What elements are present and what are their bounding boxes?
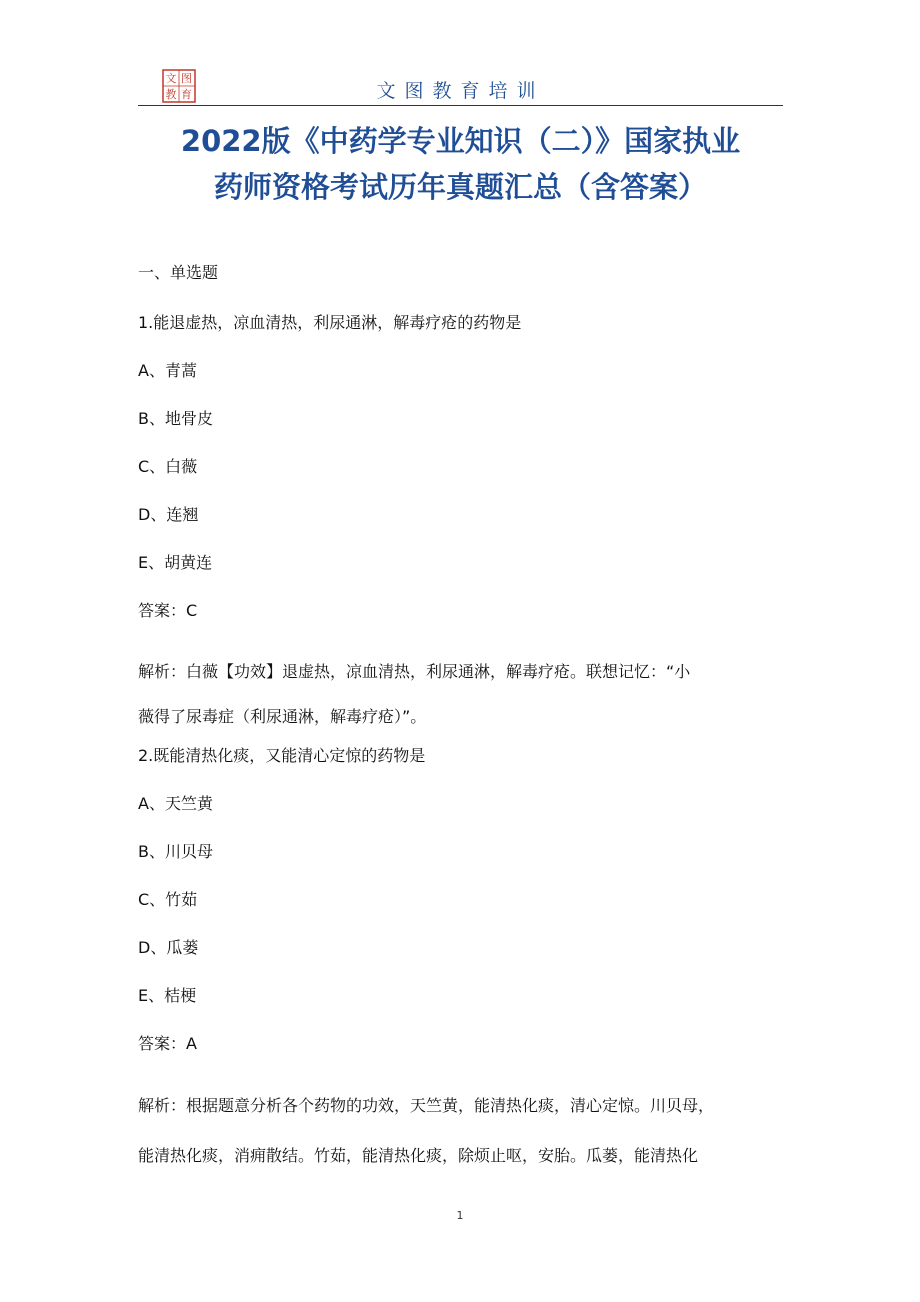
q1-answer: 答案：C [138, 601, 198, 620]
q2-explanation-line-1: 解析：根据题意分析各个药物的功效，天竺黄，能清热化痰，清心定惊。川贝母， [138, 1096, 715, 1115]
q1-option-e: E、胡黄连 [138, 553, 213, 572]
header-divider [138, 105, 783, 106]
q2-explanation [138, 1081, 783, 1181]
q1-option-a: A、青蒿 [138, 361, 197, 380]
document-title [138, 118, 783, 210]
q1-explanation [138, 649, 783, 739]
page-number: 1 [456, 1209, 464, 1222]
q2-explanation-line-2: 能清热化痰，消痈散结。竹茹，能清热化痰，除烦止呕，安胎。瓜蒌，能清热化 [138, 1146, 699, 1165]
q2-answer: 答案：A [138, 1034, 197, 1053]
svg-text:文: 文 [165, 72, 177, 85]
question-1: 1.能退虚热，凉血清热，利尿通淋，解毒疗疮的药物是 [138, 313, 522, 332]
header-title: 文图教育培训 [376, 80, 545, 102]
q1-explanation-line-2: 薇得了尿毒症（利尿通淋，解毒疗疮）”。 [138, 707, 427, 726]
document-title-line-1: 2022版《中药学专业知识（二）》国家执业 [180, 124, 741, 158]
q2-option-e: E、桔梗 [138, 986, 197, 1005]
document-title-line-2: 药师资格考试历年真题汇总（含答案） [213, 170, 707, 204]
q2-option-a: A、天竺黄 [138, 794, 213, 813]
question-2: 2.既能清热化痰，又能清心定惊的药物是 [138, 746, 426, 765]
svg-text:图: 图 [181, 72, 192, 85]
q2-option-b: B、川贝母 [138, 842, 213, 861]
q1-option-b: B、地骨皮 [138, 409, 213, 428]
q2-option-c: C、竹茹 [138, 890, 198, 909]
svg-text:教: 教 [165, 88, 177, 101]
q1-explanation-line-1: 解析：白薇【功效】退虚热，凉血清热，利尿通淋，解毒疗疮。联想记忆：“小 [138, 662, 691, 681]
q1-option-c: C、白薇 [138, 457, 198, 476]
section-heading: 一、单选题 [138, 263, 219, 282]
page-header [138, 64, 783, 108]
q2-option-d: D、瓜蒌 [138, 938, 199, 957]
svg-text:育: 育 [181, 88, 192, 101]
q1-option-d: D、连翘 [138, 505, 199, 524]
